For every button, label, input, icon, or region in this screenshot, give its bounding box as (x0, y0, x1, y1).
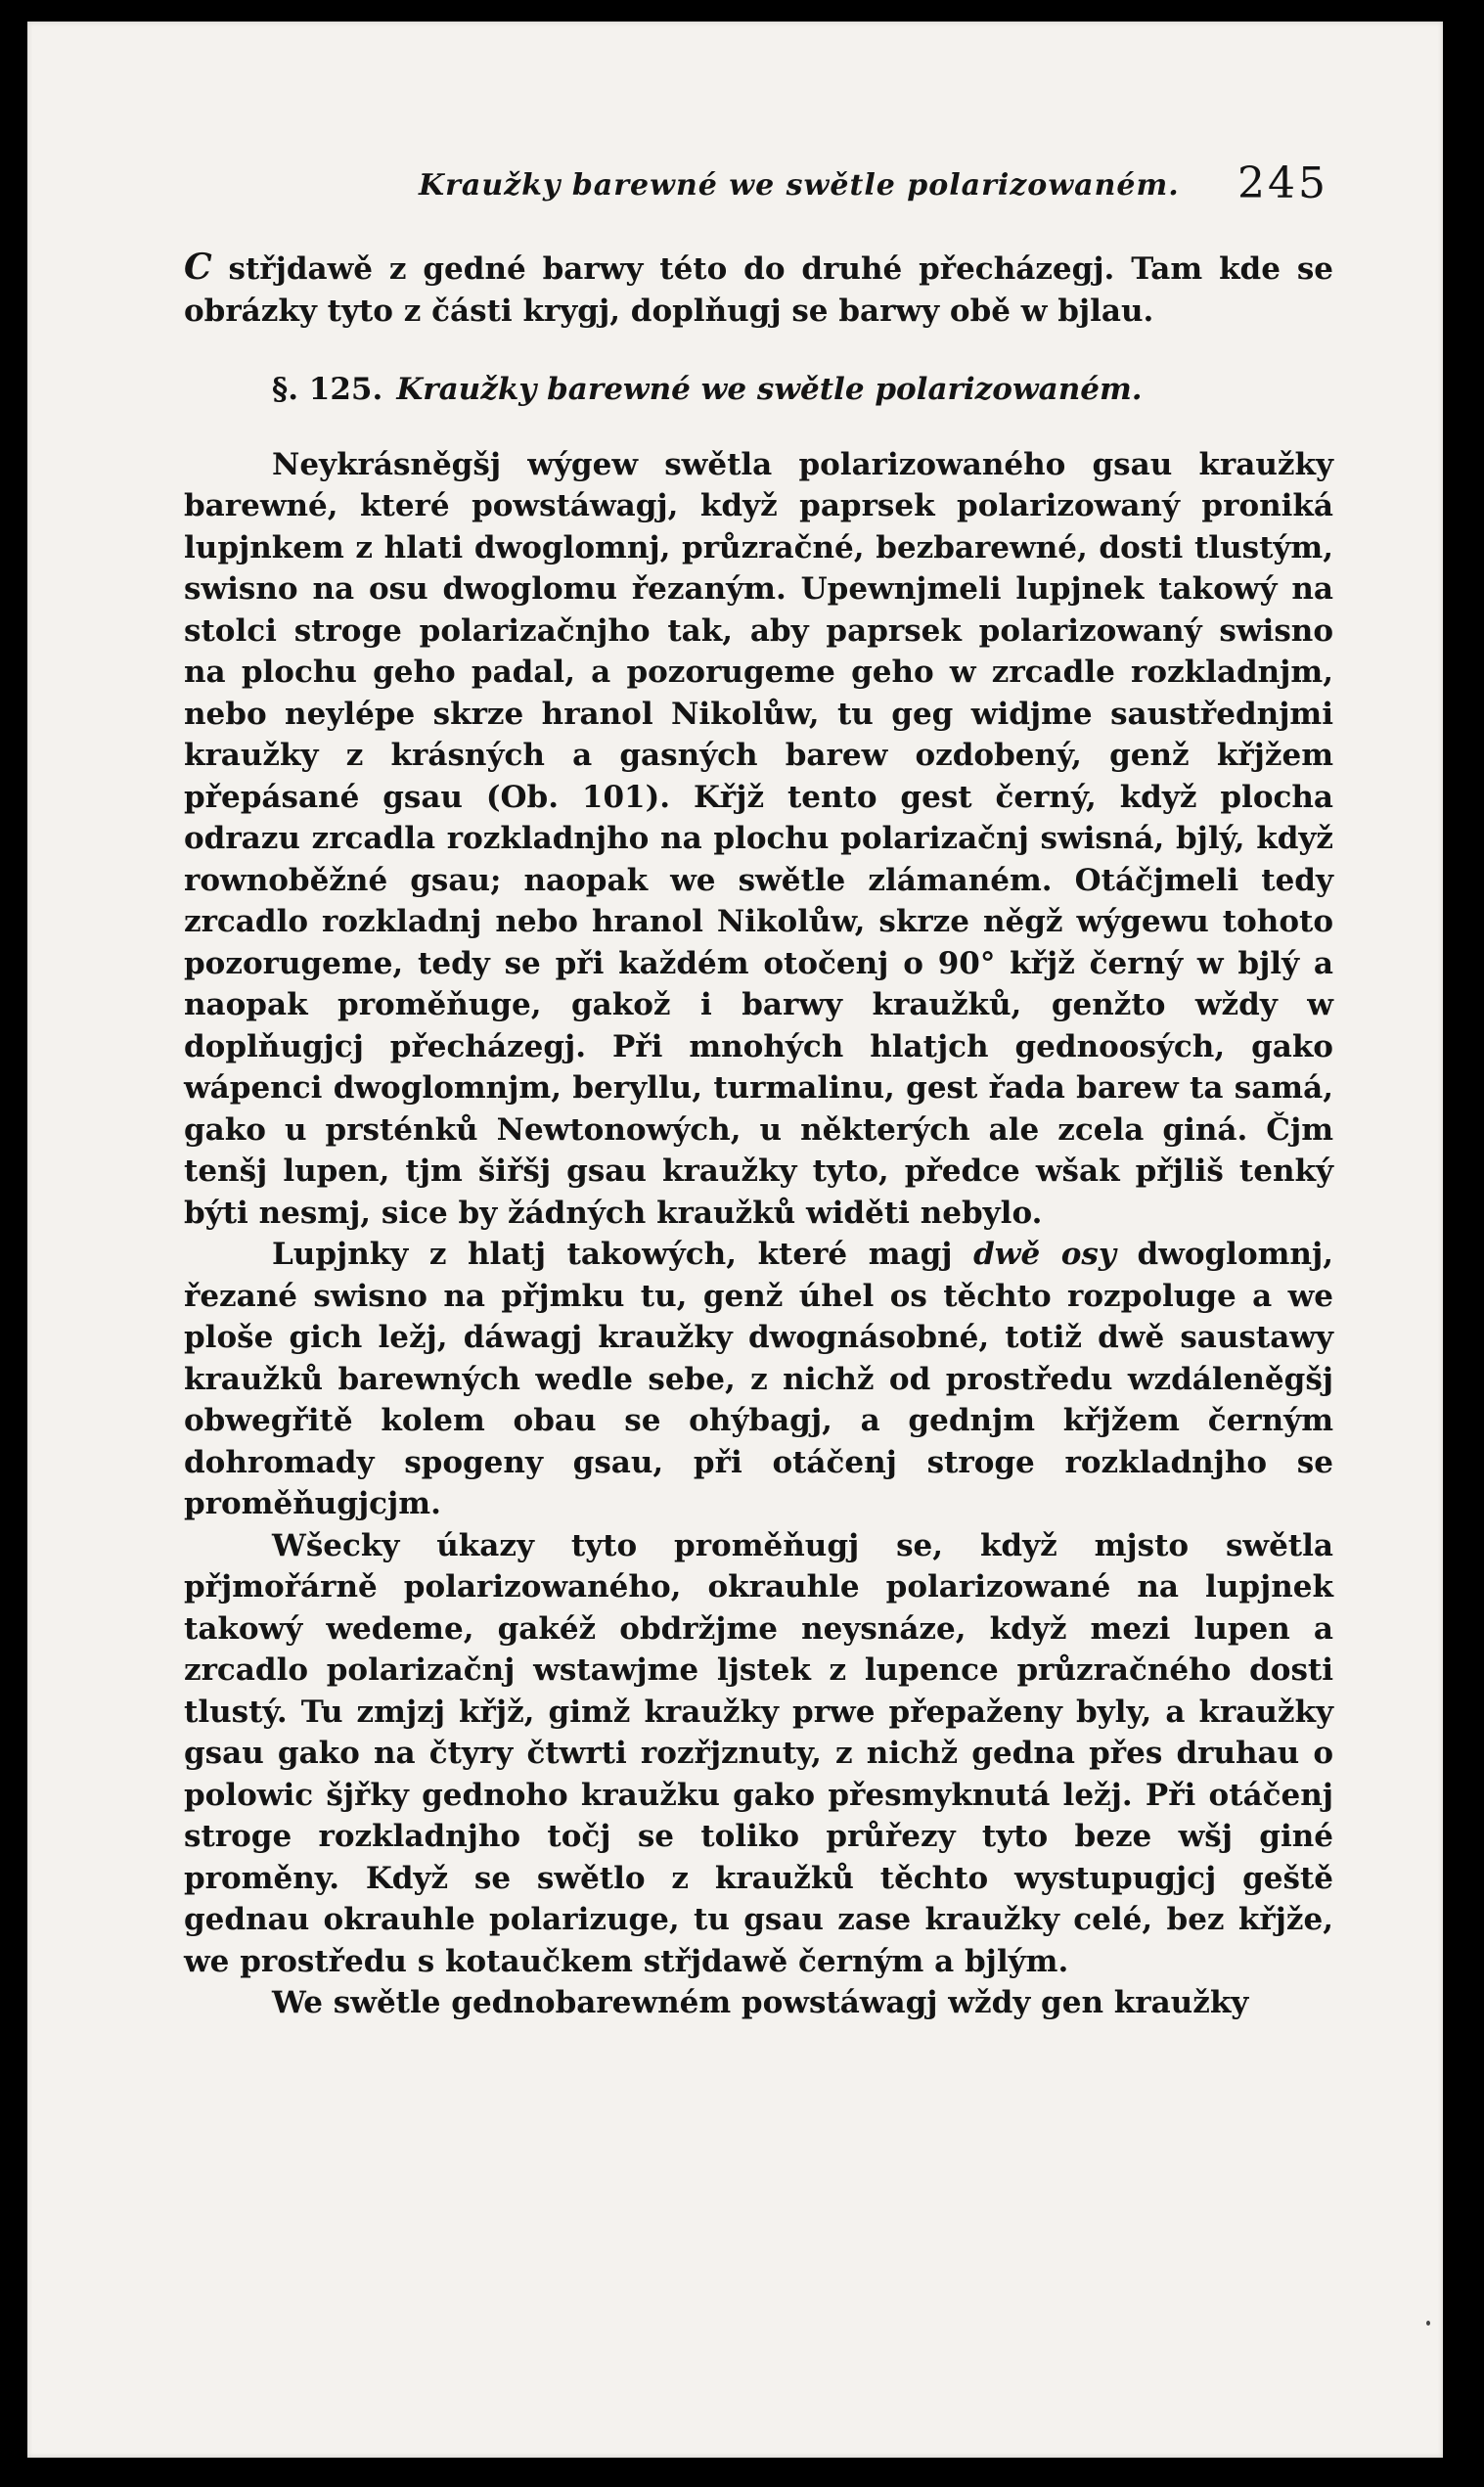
paragraph-continued-text: střjdawě z gedné barwy této do druhé přecházegj. Tam kde se obrázky tyto z části krygj, doplňugj se barwy obě w bjlau. (184, 251, 1333, 329)
lead-letter: C (184, 247, 212, 288)
section-heading (184, 369, 1333, 411)
body-text (184, 247, 1333, 2024)
book-page (27, 22, 1443, 2458)
paragraph-continued (184, 247, 1333, 332)
running-title: Kraužky barewné we swětle polarizowaném. (419, 168, 1180, 203)
section-number: §. 125. (272, 372, 383, 407)
ink-speck (1426, 2321, 1430, 2326)
page-number: 245 (1237, 158, 1328, 208)
paragraph-2-after: dwoglomnj, řezané swisno na přjmku tu, genž úhel os těchto rozpoluge a we ploše gich ležj, dáwagj kraužky dwognásobné, totiž dwě saustawy kraužků barewných wedle sebe, z nichž od prostředu wzdáleněgšj obwegřitě kolem obau se ohýbagj, a gednjm křjžem černým dohromady spogeny gsau, při otáčenj stroge rozkladnjho se proměňugjcjm. (184, 1237, 1333, 1521)
section-title: Kraužky barewné we swětle polarizowaném. (396, 372, 1143, 407)
paragraph-2 (184, 1234, 1333, 1525)
running-header (184, 158, 1348, 217)
paragraph-4: We swětle gednobarewném powstáwagj wždy gen kraužky (272, 1985, 1249, 2020)
paragraph-1: Neykrásněgšj wýgew swětla polarizowaného gsau kraužky barewné, které powstáwagj, když paprsek polarizowaný proniká lupjnkem z hlati dwoglomnj, průzračné, bezbarewné, dosti tlustým, swisno na osu dwoglomu řezaným. Upewnjmeli lupjnek takowý na stolci stroge polarizačnjho tak, aby paprsek polarizowaný swisno na plochu geho padal, a pozorugeme geho w zrcadle rozkladnjm, nebo neylépe skrze hranol Nikolůw, tu geg widjme saustřednjmi kraužky z krásných a gasných barew ozdobený, genž křjžem přepásané gsau (Ob. 101). Křjž tento gest černý, když plocha odrazu zrcadla rozkladnjho na plochu polarizačnj swisná, bjlý, když rownoběžné gsau; naopak we swětle zlámaném. Otáčjmeli tedy zrcadlo rozkladnj nebo hranol Nikolůw, skrze něgž wýgewu tohoto pozorugeme, tedy se při každém otočenj o 90° křjž černý w bjlý a naopak proměňuge, gakož i barwy kraužků, genžto wždy w doplňugjcj přecházegj. Při mnohých hlatjch gednoosých, gako wápenci dwoglomnjm, beryllu, turmalinu, gest řada barew ta samá, gako u prsténků Newtonowých, u některých ale zcela giná. Čjm tenšj lupen, tjm šiřšj gsau kraužky tyto, předce wšak přjliš tenký býti nesmj, sice by žádných kraužků widěti nebylo. (184, 446, 1333, 1231)
paragraph-3: Wšecky úkazy tyto proměňugj se, když mjsto swětla přjmořárně polarizowaného, okrauhle polarizowané na lupjnek takowý wedeme, gakéž obdržjme neysnáze, když mezi lupen a zrcadlo polarizačnj wstawjme ljstek z lupence průzračného dosti tlustý. Tu zmjzj křjž, gimž kraužky prwe přepaženy byly, a kraužky gsau gako na čtyry čtwrti rozřjznuty, z nichž gedna přes druhau o polowic šjřky gednoho kraužku gako přesmyknutá ležj. Při otáčenj stroge rozkladnjho točj se toliko průřezy tyto beze wšj giné proměny. Když se swětlo z kraužků těchto wystupugjcj geště gednau okrauhle polarizuge, tu gsau zase kraužky celé, bez křjže, we prostředu s kotaučkem střjdawě černým a bjlým. (184, 1527, 1333, 1979)
paragraph-2-emphasis: dwě osy (973, 1237, 1116, 1272)
paragraph-2-before: Lupjnky z hlatj takowých, které magj (272, 1237, 974, 1272)
